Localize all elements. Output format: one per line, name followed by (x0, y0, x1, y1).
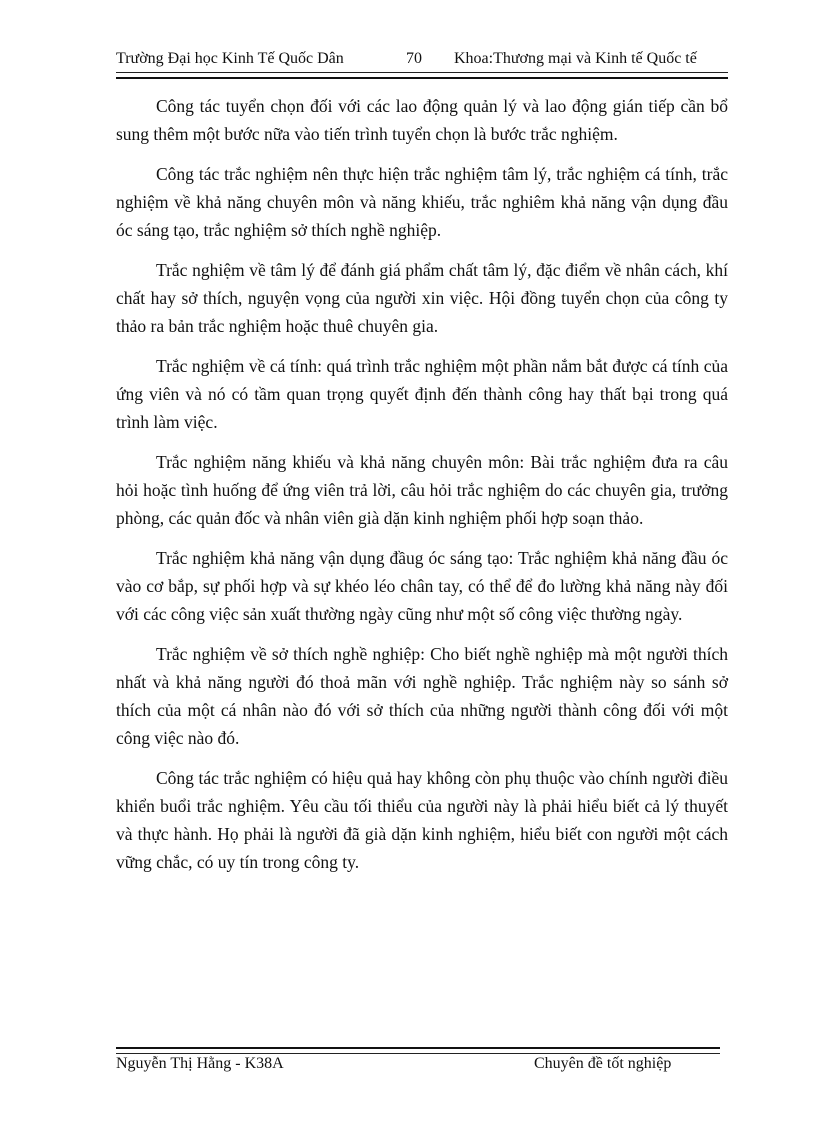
paragraph: Trắc nghiệm về sở thích nghề nghiệp: Cho biết nghề nghiệp mà một người thích nhất và khả năng người đó thoả mãn với nghề nghiệp. Trắc nghiệm này so sánh sở thích của một cá nhân nào đó với sở thích của những người thành công đối với một công việc nào đó. (116, 644, 728, 748)
paragraph: Công tác tuyển chọn đối với các lao động quản lý và lao động gián tiếp cần bổ sung thêm một bước nữa vào tiến trình tuyển chọn là bước trắc nghiệm. (116, 96, 728, 144)
document-body (116, 92, 728, 888)
header-university: Trường Đại học Kinh Tế Quốc Dân (116, 50, 344, 67)
footer-divider (116, 1047, 720, 1054)
page-number: 70 (406, 50, 422, 67)
page-header (116, 50, 728, 74)
paragraph: Trắc nghiệm về tâm lý để đánh giá phẩm chất tâm lý, đặc điểm về nhân cách, khí chất hay sở thích, nguyện vọng của người xin việc. Hội đồng tuyển chọn của công ty thảo ra bản trắc nghiệm hoặc thuê chuyên gia. (116, 260, 728, 336)
paragraph: Công tác trắc nghiệm có hiệu quả hay không còn phụ thuộc vào chính người điều khiển buổi trắc nghiệm. Yêu cầu tối thiểu của người này là phải hiểu biết cả lý thuyết và thực hành. Họ phải là người đã già dặn kinh nghiệm, hiểu biết con người một cách vững chắc, có uy tín trong công ty. (116, 768, 728, 872)
paragraph: Công tác trắc nghiệm nên thực hiện trắc nghiệm tâm lý, trắc nghiệm cá tính, trắc nghiệm về khả năng chuyên môn và năng khiếu, trắc nghiêm khả năng vận dụng đầu óc sáng tạo, trắc nghiệm sở thích nghề nghiệp. (116, 164, 728, 240)
paragraph: Trắc nghiệm năng khiếu và khả năng chuyên môn: Bài trắc nghiệm đưa ra câu hỏi hoặc tình huống để ứng viên trả lời, câu hỏi trắc nghiệm do các chuyên gia, trưởng phòng, các quản đốc và nhân viên già dặn kinh nghiệm phối hợp soạn thảo. (116, 452, 728, 528)
header-divider (116, 72, 728, 79)
header-faculty: Khoa:Thương mại và Kinh tế Quốc tế (454, 50, 697, 67)
footer-author: Nguyễn Thị Hằng - K38A (116, 1055, 284, 1072)
paragraph: Trắc nghiệm khả năng vận dụng đầug óc sáng tạo: Trắc nghiệm khả năng đầu óc vào cơ bắp, sự phối hợp và sự khéo léo chân tay, có thể để đo lường khả năng này đối với các công việc sản xuất thường ngày cũng như một số công việc thường ngày. (116, 548, 728, 624)
paragraph: Trắc nghiệm về cá tính: quá trình trắc nghiệm một phần nắm bắt được cá tính của ứng viên và nó có tầm quan trọng quyết định đến thành công hay thất bại trong quá trình làm việc. (116, 356, 728, 432)
footer-title: Chuyên đề tốt nghiệp (534, 1055, 672, 1072)
